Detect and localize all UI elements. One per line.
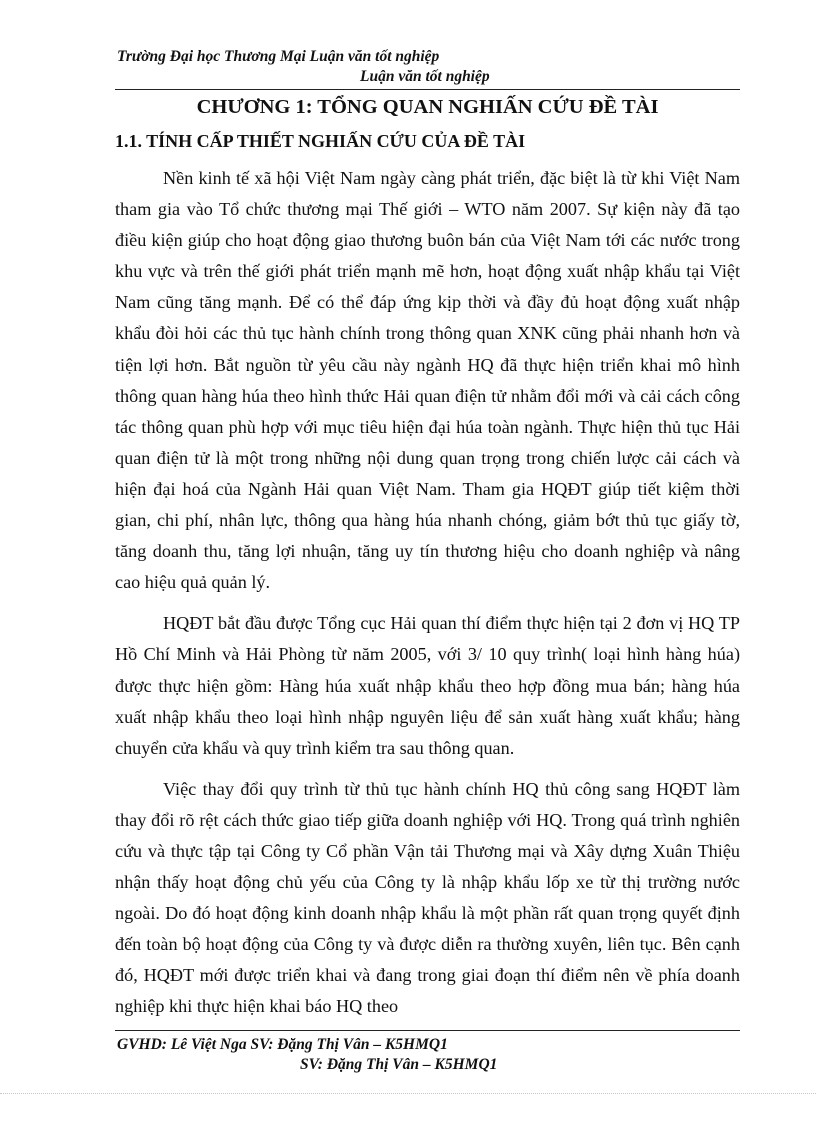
paragraph-2: HQĐT bắt đầu được Tổng cục Hải quan thí điểm thực hiện tại 2 đơn vị HQ TP Hồ Chí Minh và Hải Phòng từ năm 2005, với 3/ 10 quy trình( loại hình hàng húa) được thực hiện gồm: Hàng húa xuất nhập khẩu theo hợp đồng mua bán; hàng húa xuất nhập khẩu theo loại hình nhập nguyên liệu để sản xuất hàng xuất khẩu; hàng chuyển cửa khẩu và quy trình kiểm tra sau thông quan. <box>115 613 740 758</box>
page-edge-dotted-line <box>0 1093 816 1094</box>
header-divider <box>115 89 740 90</box>
paragraph-3: Việc thay đổi quy trình từ thủ tục hành chính HQ thủ công sang HQĐT làm thay đổi rõ rệt cách thức giao tiếp giữa doanh nghiệp với HQ. Trong quá trình nghiên cứu và thực tập tại Công ty Cổ phần Vận tải Thương mại và Xây dựng Xuân Thiệu nhận thấy hoạt động chủ yếu của Công ty là nhập khẩu lốp xe từ thị trường nước ngoài. Do đó hoạt động kinh doanh nhập khẩu là một phần rất quan trọng quyết định đến toàn bộ hoạt động của Công ty và được diễn ra thường xuyên, liên tục. Bên cạnh đó, HQĐT mới được triển khai và đang trong giai đoạn thí điểm nên về phía doanh nghiệp khi thực hiện khai báo HQ theo <box>115 778 740 1017</box>
body-text <box>115 163 740 1023</box>
header-line-1: Trường Đại học Thương Mại Luận văn tốt nghiệp <box>117 48 440 65</box>
chapter-title: CHƯƠNG 1: TỔNG QUAN NGHIẤN CỨU ĐỀ TÀI <box>196 96 659 118</box>
section-title: 1.1. TÍNH CẤP THIẾT NGHIẤN CỨU CỦA ĐỀ TÀI <box>115 131 526 151</box>
footer-divider <box>115 1030 740 1031</box>
footer-line-1: GVHD: Lê Việt Nga SV: Đặng Thị Vân – K5HMQ1 <box>117 1036 448 1053</box>
footer-line-2: SV: Đặng Thị Vân – K5HMQ1 <box>300 1056 498 1073</box>
header-line-2: Luận văn tốt nghiệp <box>360 68 490 85</box>
paragraph-1: Nền kinh tế xã hội Việt Nam ngày càng phát triển, đặc biệt là từ khi Việt Nam tham gia vào Tổ chức thương mại Thế giới – WTO năm 2007. Sự kiện này đã tạo điều kiện giúp cho hoạt động giao thương buôn bán của Việt Nam tới các nước trong khu vực và trên thế giới phát triển mạnh mẽ hơn, hoạt động xuất nhập khẩu tại Việt Nam cũng tăng mạnh. Để có thể đáp ứng kịp thời và đầy đủ hoạt động xuất nhập khẩu đòi hỏi các thủ tục hành chính trong thông quan XNK cũng phải nhanh hơn và tiện lợi hơn. Bắt nguồn từ yêu cầu này ngành HQ đã thực hiện triển khai mô hình thông quan hàng húa theo hình thức Hải quan điện tử nhằm đổi mới và cải cách công tác thông quan phù hợp với mục tiêu hiện đại húa toàn ngành. Thực hiện thủ tục Hải quan điện tử là một trong những nội dung quan trọng trong chiến lược cải cách và hiện đại hoá của Ngành Hải quan Việt Nam. Tham gia HQĐT giúp tiết kiệm thời gian, chi phí, nhân lực, thông qua hàng húa nhanh chóng, giảm bớt thủ tục giấy tờ, tăng doanh thu, tăng lợi nhuận, tăng uy tín thương hiệu cho doanh nghiệp và nâng cao hiệu quả quản lý. <box>115 168 740 593</box>
